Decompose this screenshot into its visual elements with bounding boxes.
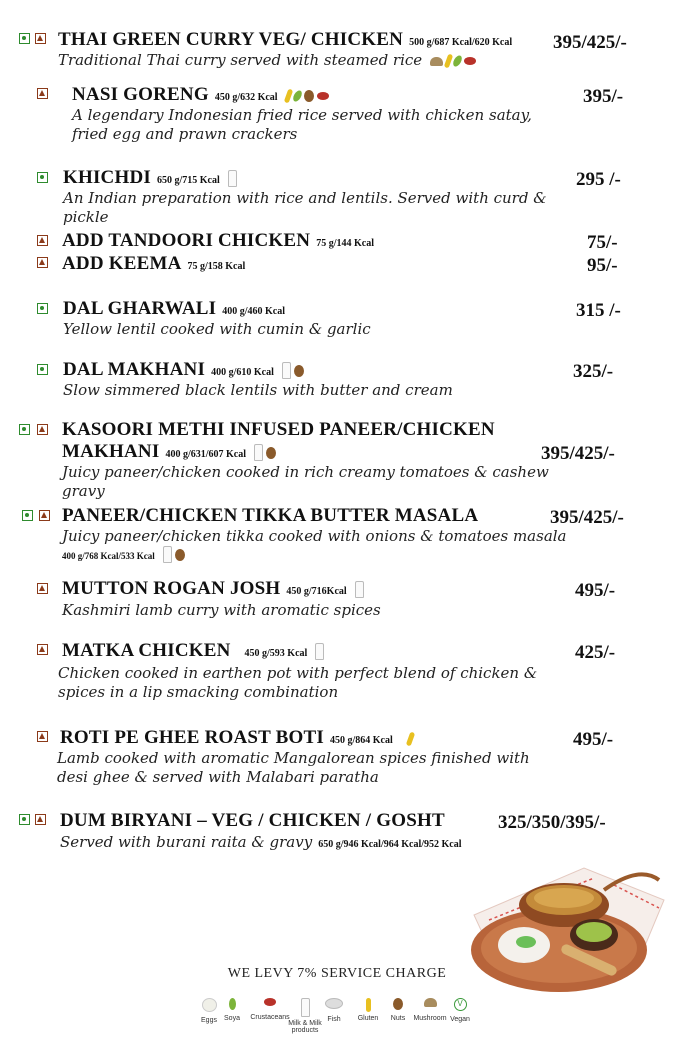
mushroom-icon xyxy=(424,998,437,1007)
item-name: DAL MAKHANI xyxy=(63,359,206,380)
crustaceans-icon xyxy=(317,92,329,100)
gluten-icon xyxy=(444,54,453,69)
veg-mark-icon xyxy=(22,510,33,521)
item-price: 315 /- xyxy=(576,300,621,321)
item-kcal: 400 g/460 Kcal xyxy=(222,306,286,317)
item-name: MATKA CHICKEN xyxy=(62,640,231,661)
nonveg-mark-icon xyxy=(37,583,48,594)
item-price: 395/425/- xyxy=(550,507,624,528)
vegan-icon: V xyxy=(454,998,467,1011)
item-description: Juicy paneer/chicken tikka cooked with onions & tomatoes masala xyxy=(62,527,567,545)
milk-icon xyxy=(282,362,291,379)
item-description: Chicken cooked in earthen pot with perfect blend of chicken & spices in a lip smacking combination xyxy=(58,664,538,701)
legend-label: Nuts xyxy=(390,1015,406,1022)
item-price: 295 /- xyxy=(576,169,621,190)
item-price: 395/425/- xyxy=(541,443,615,464)
nonveg-mark-icon xyxy=(37,731,48,742)
legend-item xyxy=(317,998,351,1023)
item-description: An Indian preparation with rice and lentils. Served with curd & pickle xyxy=(63,189,547,226)
item-name: NASI GORENG xyxy=(72,84,209,105)
item-description: A legendary Indonesian fried rice served with chicken satay, fried egg and prawn crackers xyxy=(72,106,532,143)
nonveg-mark-icon xyxy=(37,424,48,435)
legend-label: Soya xyxy=(224,1015,240,1022)
item-kcal: 500 g/687 Kcal/620 Kcal xyxy=(409,37,513,48)
legend-label: Vegan xyxy=(450,1016,470,1023)
item-kcal: 400 g/610 Kcal xyxy=(211,367,274,378)
item-price: 495/- xyxy=(575,580,616,601)
item-kcal: 450 g/716Kcal xyxy=(286,586,347,597)
nuts-icon xyxy=(175,549,185,561)
legend-label: Eggs xyxy=(201,1017,217,1024)
veg-mark-icon xyxy=(37,172,48,183)
gluten-icon xyxy=(283,88,292,103)
nonveg-mark-icon xyxy=(35,814,46,825)
item-name: KASOORI METHI INFUSED PANEER/CHICKEN xyxy=(62,419,495,440)
item-price: 325/350/395/- xyxy=(498,812,606,833)
item-name-continued: MAKHANI xyxy=(62,441,160,462)
item-kcal: 650 g/946 Kcal/964 Kcal/952 Kcal xyxy=(318,839,462,850)
nuts-icon xyxy=(294,365,304,377)
service-charge-note: WE LEVY 7% SERVICE CHARGE xyxy=(227,966,447,981)
legend-item xyxy=(351,998,385,1022)
soya-icon xyxy=(451,54,463,68)
item-kcal: 400 g/631/607 Kcal xyxy=(165,449,247,460)
nonveg-mark-icon xyxy=(37,88,48,99)
nuts-icon xyxy=(266,447,276,459)
milk-icon xyxy=(228,170,237,187)
item-kcal: 650 g/715 Kcal xyxy=(156,175,220,186)
item-name: ADD TANDOORI CHICKEN xyxy=(62,230,311,251)
nonveg-mark-icon xyxy=(39,510,50,521)
item-price: 75/- xyxy=(587,232,618,253)
fish-icon xyxy=(325,998,343,1009)
nuts-icon xyxy=(393,998,403,1010)
item-name: ROTI PE GHEE ROAST BOTI xyxy=(60,727,324,748)
milk-icon xyxy=(254,444,263,461)
item-kcal: 75 g/158 Kcal xyxy=(187,261,246,272)
legend-label: Crustaceans xyxy=(250,1014,290,1021)
legend-item xyxy=(215,998,249,1022)
item-price: 325/- xyxy=(573,361,614,382)
crustaceans-icon xyxy=(464,57,476,65)
crustaceans-icon xyxy=(264,998,276,1006)
nonveg-mark-icon xyxy=(37,235,48,246)
nonveg-mark-icon xyxy=(37,644,48,655)
veg-mark-icon xyxy=(19,814,30,825)
item-name: MUTTON ROGAN JOSH xyxy=(62,578,281,599)
mushroom-icon xyxy=(430,57,443,66)
nuts-icon xyxy=(304,90,314,102)
item-price: 495/- xyxy=(573,729,614,750)
milk-icon xyxy=(315,643,324,660)
item-description: Served with burani raita & gravy xyxy=(60,833,313,851)
item-name: DUM BIRYANI – VEG / CHICKEN / GOSHT xyxy=(60,810,445,831)
veg-mark-icon xyxy=(19,33,30,44)
item-name: PANEER/CHICKEN TIKKA BUTTER MASALA xyxy=(62,505,479,526)
item-description: Traditional Thai curry served with steamed rice xyxy=(58,51,423,69)
veg-mark-icon xyxy=(19,424,30,435)
milk-icon xyxy=(163,546,172,563)
item-description: Lamb cooked with aromatic Mangalorean spices finished with desi ghee & served with Malabari paratha xyxy=(57,749,530,786)
legend-item xyxy=(381,998,415,1022)
soya-icon xyxy=(291,89,303,103)
item-price: 95/- xyxy=(587,255,618,276)
nonveg-mark-icon xyxy=(35,33,46,44)
item-description: Yellow lentil cooked with cumin & garlic xyxy=(63,320,371,338)
gluten-icon xyxy=(406,731,415,746)
item-kcal: 450 g/864 Kcal xyxy=(330,735,393,746)
item-name: THAI GREEN CURRY VEG/ CHICKEN xyxy=(58,29,404,50)
item-description: Slow simmered black lentils with butter and cream xyxy=(63,381,453,399)
item-name: ADD KEEMA xyxy=(62,253,182,274)
item-price: 425/- xyxy=(575,642,616,663)
legend-label: Gluten xyxy=(357,1015,379,1022)
item-name: DAL GHARWALI xyxy=(63,298,217,319)
item-description: Kashmiri lamb curry with aromatic spices xyxy=(62,601,381,619)
legend-label: Milk & Milk products xyxy=(288,1020,322,1034)
item-kcal: 450 g/632 Kcal xyxy=(214,92,278,103)
item-kcal: 400 g/768 Kcal/533 Kcal xyxy=(62,551,155,561)
legend-label: Mushroom xyxy=(413,1015,447,1022)
veg-mark-icon xyxy=(37,364,48,375)
legend-item xyxy=(443,998,477,1023)
legend-label: Fish xyxy=(327,1016,341,1023)
item-name: KHICHDI xyxy=(63,167,151,188)
item-kcal: 450 g/593 Kcal xyxy=(244,648,308,659)
milk-icon xyxy=(355,581,364,598)
nonveg-mark-icon xyxy=(37,257,48,268)
milk-icon xyxy=(301,998,310,1017)
item-kcal: 75 g/144 Kcal xyxy=(316,238,374,249)
item-price: 395/- xyxy=(583,86,624,107)
item-description: Juicy paneer/chicken cooked in rich creamy tomatoes & cashew gravy xyxy=(62,463,549,500)
veg-mark-icon xyxy=(37,303,48,314)
item-price: 395/425/- xyxy=(553,32,627,53)
gluten-icon xyxy=(366,998,371,1012)
soya-icon xyxy=(229,998,236,1010)
